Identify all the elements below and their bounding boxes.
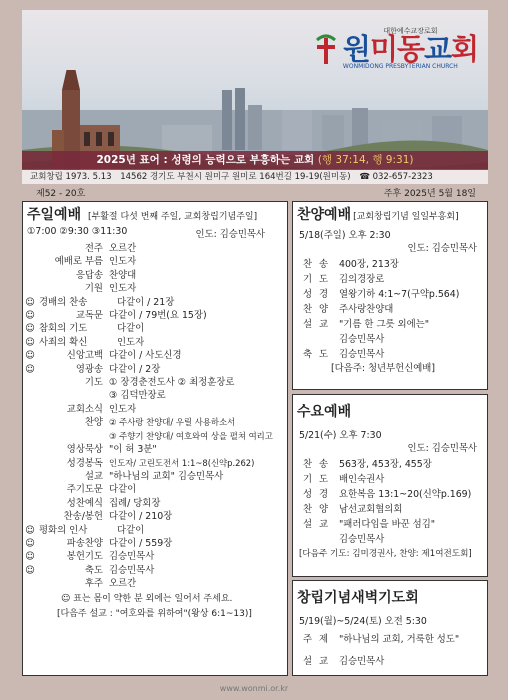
wednesday-value: 563장, 453장, 455장	[339, 459, 432, 470]
praise-label	[303, 332, 339, 347]
sunday-order-list	[23, 242, 287, 591]
website-url: www.wonmi.or.kr	[219, 684, 289, 693]
order-label: 전주	[84, 243, 103, 254]
order-row	[23, 363, 287, 376]
wednesday-preacher: 인도: 김승민목사	[407, 443, 477, 454]
wednesday-row	[293, 487, 487, 502]
order-label: 교회소식	[66, 403, 103, 415]
wednesday-row	[293, 517, 487, 532]
wednesday-title: 수요예배	[297, 404, 352, 420]
order-row	[23, 430, 287, 443]
order-label: 사죄의 확신	[39, 336, 88, 348]
dawn-value: 김승민목사	[339, 656, 385, 667]
praise-label: 기 도	[303, 274, 331, 285]
order-label: 기원	[84, 283, 103, 295]
order-label: 주기도문	[66, 484, 103, 496]
wednesday-value: 요한복음 13:1~20(신약p.169)	[339, 489, 472, 500]
praise-value: 김승민목사	[339, 349, 385, 360]
order-row	[23, 403, 287, 416]
sunday-times: ①7:00 ②9:30 ③11:30	[27, 226, 128, 237]
wednesday-label: 찬 송	[303, 459, 331, 470]
wednesday-row	[293, 472, 487, 487]
praise-value: 주사랑찬양대	[339, 304, 394, 315]
praise-title-row	[293, 202, 487, 224]
wednesday-value: 김승민목사	[339, 534, 385, 545]
order-value: 인도자/ 고린도전서 1:1~8(신약p.262)	[109, 457, 255, 468]
standing-notice: ☺ 표는 몸이 약한 분 외에는 일어서 주세요.	[61, 593, 233, 604]
praise-label: 축 도	[303, 349, 331, 360]
order-row	[23, 269, 287, 282]
order-value: 오르간	[109, 578, 137, 590]
order-label: 참회의 기도	[39, 323, 88, 335]
order-row	[23, 497, 287, 510]
standing-mark: ☺	[25, 336, 35, 348]
standing-mark: ☺	[25, 524, 35, 536]
sunday-service-box	[22, 201, 288, 676]
praise-value: 400장, 213장	[339, 259, 399, 270]
dawn-label: 주 제	[303, 634, 331, 645]
praise-order-list	[293, 257, 487, 362]
standing-mark: ☺	[25, 363, 35, 375]
order-value: 김승민목사	[109, 551, 155, 563]
praise-subtitle: [교회창립기념 일일부흥회]	[353, 212, 459, 222]
order-row	[23, 483, 287, 496]
order-row	[23, 470, 287, 483]
wednesday-label: 기 도	[303, 474, 331, 485]
praise-row	[293, 302, 487, 317]
order-value: 다같이 / 559장	[109, 537, 173, 549]
standing-mark: ☺	[25, 323, 35, 335]
order-label: 성경봉독	[66, 457, 103, 469]
order-value: 다같이 / 210장	[109, 511, 173, 523]
order-label: 축도	[84, 564, 103, 576]
order-row	[23, 296, 287, 309]
order-row	[23, 349, 287, 362]
order-label: 경배의 찬송	[39, 296, 88, 308]
order-label: 영광송	[75, 363, 103, 375]
wednesday-value: 배인숙권사	[339, 474, 385, 485]
order-row	[23, 443, 287, 456]
next-sermon: [다음주 설교 : "여호와를 위하여"(왕상 6:1~13)]	[57, 608, 252, 619]
wednesday-value: 남선교회협의회	[339, 504, 403, 515]
order-value: ③ 김덕만장로	[109, 390, 166, 402]
wednesday-label: 성 경	[303, 489, 331, 500]
sunday-title: 주일예배	[27, 207, 82, 223]
motto-reference: (행 37:14, 행 9:31)	[317, 154, 414, 166]
order-label: 영상묵상	[66, 444, 103, 456]
standing-mark: ☺	[25, 564, 35, 576]
sunday-preacher: 인도: 김승민목사	[195, 229, 265, 240]
wednesday-row	[293, 532, 487, 547]
issue-date: 주후 2025년 5월 18일	[383, 189, 476, 199]
order-value: "하나님의 교회" 김승민목사	[109, 470, 224, 482]
order-value: 다같이 / 79번(요 15장)	[109, 310, 207, 322]
order-row	[23, 564, 287, 577]
wednesday-value: "패러다임을 바꾼 섬김"	[339, 519, 436, 530]
praise-label: 찬 송	[303, 259, 331, 270]
standing-mark: ☺	[25, 537, 35, 549]
dawn-row	[293, 629, 487, 651]
order-label: 평화의 인사	[39, 524, 88, 536]
praise-title: 찬양예배	[297, 207, 352, 223]
standing-mark: ☺	[25, 310, 35, 322]
order-row	[23, 336, 287, 349]
wednesday-order-list	[293, 457, 487, 547]
standing-mark: ☺	[25, 551, 35, 563]
church-name: 원미동교회	[342, 32, 478, 66]
order-row	[23, 457, 287, 470]
order-row	[23, 282, 287, 295]
dawn-value: "하나님의 교회, 거룩한 성도"	[339, 634, 460, 645]
order-label: 후주	[84, 578, 103, 590]
praise-row	[293, 347, 487, 362]
sunday-subtitle: [부활절 다섯 번째 주일, 교회창립기념주일]	[87, 212, 258, 222]
order-label: 봉헌기도	[66, 551, 103, 563]
order-row	[23, 322, 287, 335]
sunday-title-row	[23, 202, 287, 224]
wednesday-row	[293, 457, 487, 472]
dawn-label: 설 교	[303, 656, 331, 667]
order-row	[23, 242, 287, 255]
praise-row	[293, 257, 487, 272]
order-label: 찬양	[84, 417, 103, 429]
order-value: 다같이 / 사도신경	[109, 350, 182, 362]
order-value: "이 허 3분"	[109, 444, 157, 456]
standing-mark: ☺	[25, 296, 35, 308]
praise-value: 김의경장로	[339, 274, 385, 285]
praise-preacher: 인도: 김승민목사	[407, 243, 477, 254]
sunday-time-row	[23, 224, 287, 242]
order-label: 기도	[84, 377, 103, 389]
phone: ☎ 032-657-2323	[359, 172, 433, 182]
praise-label: 성 경	[303, 289, 331, 300]
order-label: 신앙고백	[66, 350, 103, 362]
praise-row	[293, 272, 487, 287]
order-value: ② 주사랑 찬양대/ 우릴 사용하소서	[109, 417, 236, 428]
order-label: 성찬예식	[66, 497, 103, 509]
issue-row	[22, 186, 488, 200]
order-row	[23, 524, 287, 537]
wednesday-next: [다음주 기도: 김미경권사, 찬양: 제1여전도회]	[299, 549, 472, 559]
praise-row	[293, 317, 487, 332]
praise-label: 설 교	[303, 319, 331, 330]
address: 14562 경기도 부천시 원미구 원미로 164번길 19-19(원미동)	[120, 172, 351, 182]
church-info-line	[22, 170, 488, 184]
order-value: 김승민목사	[109, 564, 155, 576]
standing-mark: ☺	[25, 350, 35, 362]
order-value: 인도자	[117, 336, 145, 348]
wednesday-label	[303, 532, 339, 547]
order-label: 파송찬양	[66, 537, 103, 549]
order-row	[23, 537, 287, 550]
praise-next: [다음주: 청년부헌신예배]	[331, 363, 436, 374]
praise-value: "기름 한 그릇 외에는"	[339, 319, 430, 330]
order-value: 다같이 / 21장	[117, 296, 175, 308]
order-value: 집례/ 당회장	[109, 497, 161, 509]
founded-date: 교회창립 1973. 5.13	[30, 172, 112, 182]
order-label: 찬송/봉헌	[63, 511, 103, 523]
praise-label: 찬 양	[303, 304, 331, 315]
order-row	[23, 255, 287, 268]
order-value: 다같이	[109, 484, 137, 496]
order-value: 오르간	[109, 243, 137, 254]
order-value: ① 장경춘전도사 ② 최정훈장로	[109, 377, 235, 389]
order-value: 인도자	[109, 256, 137, 268]
dawn-order-list	[293, 629, 487, 673]
dawn-prayer-box	[292, 580, 488, 676]
wednesday-service-box	[292, 394, 488, 577]
denomination-label: 대한예수교장로회	[383, 27, 438, 35]
dawn-row	[293, 651, 487, 673]
order-value: 인도자	[109, 403, 137, 415]
wednesday-label: 찬 양	[303, 504, 331, 515]
wednesday-time: 5/21(수) 오후 7:30	[299, 430, 382, 441]
order-value: 다같이 / 2장	[109, 363, 161, 375]
motto-text: 2025년 표어 : 성령의 능력으로 부흥하는 교회	[96, 154, 315, 166]
order-row	[23, 550, 287, 563]
dawn-title: 창립기념새벽기도회	[297, 590, 419, 606]
praise-row	[293, 332, 487, 347]
order-label: 교독문	[75, 310, 103, 322]
order-row	[23, 389, 287, 402]
order-label: 응답송	[75, 269, 103, 281]
dawn-time: 5/19(월)~5/24(토) 오전 5:30	[299, 616, 427, 627]
praise-value: 김승민목사	[339, 334, 385, 345]
motto-banner	[22, 151, 488, 169]
church-logo	[313, 28, 478, 70]
order-value: 다같이	[117, 323, 145, 335]
praise-row	[293, 287, 487, 302]
order-row	[23, 376, 287, 389]
order-row	[23, 510, 287, 523]
order-value: 인도자	[109, 283, 137, 295]
cross-logo-icon	[313, 32, 339, 66]
order-label: 설교	[84, 470, 103, 482]
wednesday-label: 설 교	[303, 519, 331, 530]
order-label: 예배로 부름	[54, 256, 103, 268]
order-value: 다같이	[117, 524, 145, 536]
praise-time: 5/18(주일) 오후 2:30	[299, 230, 391, 241]
praise-value: 열왕기하 4:1~7(구약p.564)	[339, 289, 460, 300]
issue-number: 제52 - 20호	[36, 189, 86, 199]
order-row	[23, 309, 287, 322]
wednesday-row	[293, 502, 487, 517]
church-english-name: WONMIDONG PRESBYTERIAN CHURCH	[342, 63, 458, 70]
order-row	[23, 416, 287, 429]
order-value: ③ 주향기 찬양대/ 여호와여 상을 펼쳐 여리고	[109, 430, 273, 441]
praise-service-box	[292, 201, 488, 390]
order-row	[23, 577, 287, 590]
order-value: 찬양대	[109, 269, 137, 281]
